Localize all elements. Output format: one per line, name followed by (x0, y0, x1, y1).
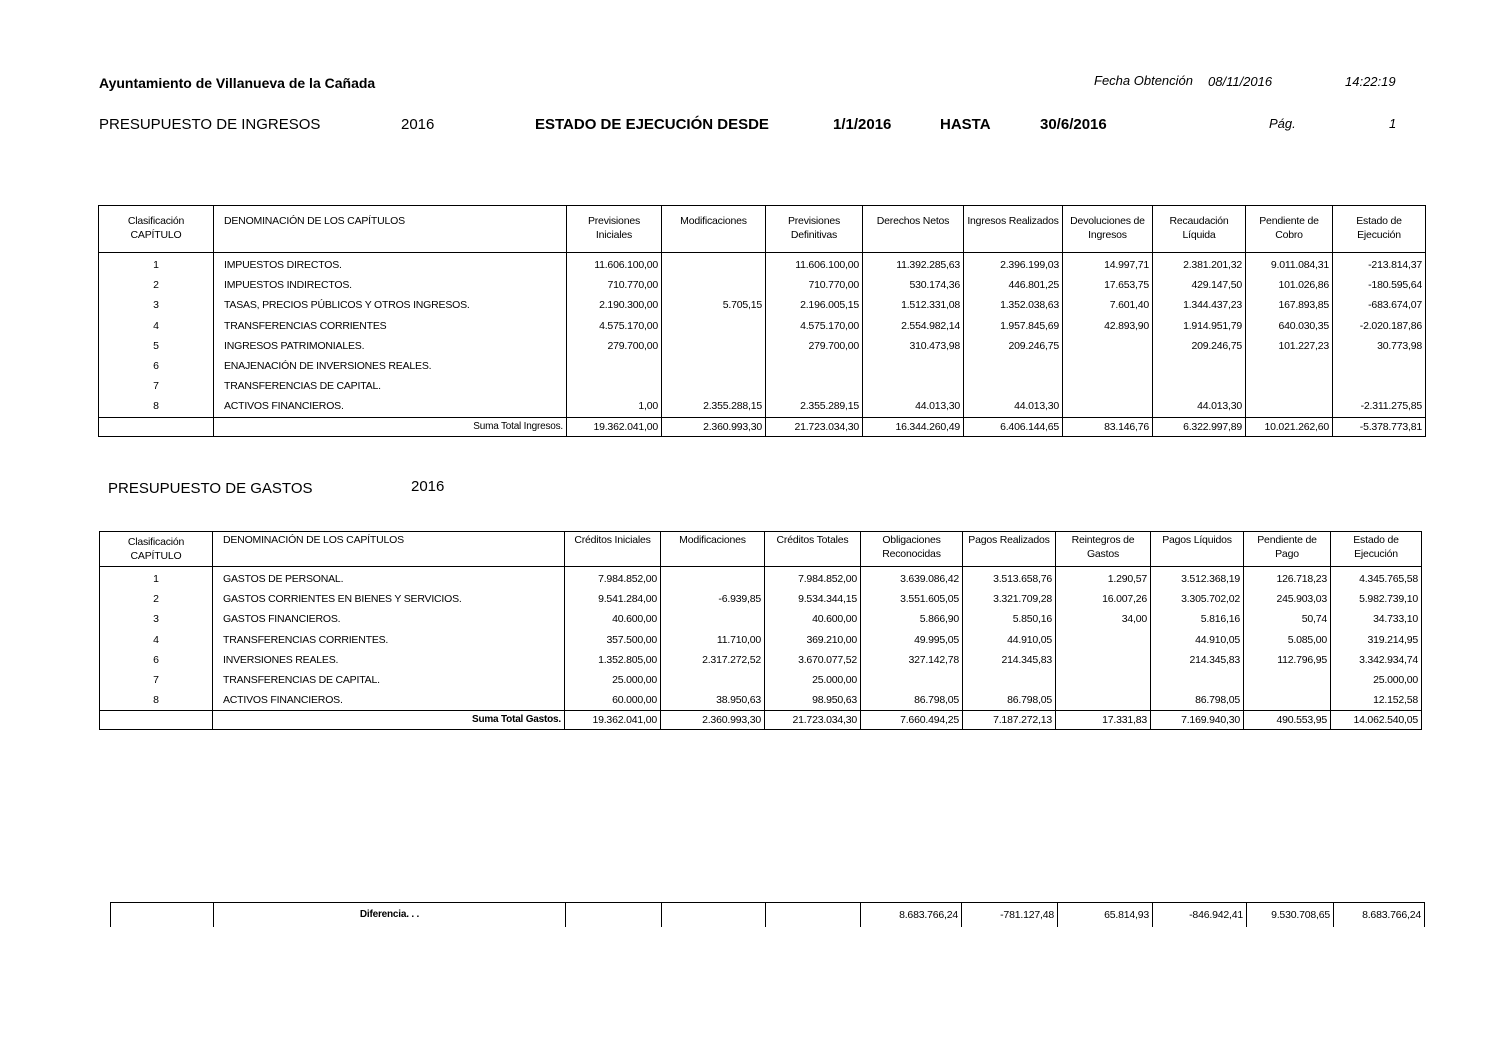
amount-cell: 3.639.086,42 (861, 567, 963, 590)
ingresos-header-row (99, 206, 1426, 253)
amount-cell: 11.606.100,00 (567, 253, 662, 276)
hasta-date: 30/6/2016 (1040, 116, 1107, 133)
fecha-label: Fecha Obtención (1094, 73, 1194, 88)
amount-cell: 101.026,86 (1246, 275, 1333, 295)
total-cell: -5.378.773,81 (1333, 417, 1426, 436)
total-cell: 16.344.260,49 (863, 417, 964, 436)
amount-cell (662, 336, 766, 356)
amount-cell: 16.007,26 (1056, 589, 1151, 609)
diferencia-row (111, 903, 1425, 928)
amount-cell: 2.196.005,15 (766, 295, 863, 315)
capitulo-cell: 2 (100, 589, 213, 609)
denominacion-cell: INVERSIONES REALES. (213, 650, 565, 670)
amount-cell (662, 376, 766, 396)
amount-cell: 11.710,00 (661, 630, 765, 650)
amount-cell: 12.152,58 (1331, 690, 1422, 711)
amount-cell: 209.246,75 (1153, 336, 1246, 356)
amount-cell: -213.814,37 (1333, 253, 1426, 276)
col-denominacion: DENOMINACIÓN DE LOS CAPÍTULOS (213, 532, 565, 567)
amount-cell: -180.595,64 (1333, 275, 1426, 295)
capitulo-cell: 6 (99, 356, 214, 376)
amount-cell: 1.290,57 (1056, 567, 1151, 590)
total-cell: 7.187.272,13 (963, 711, 1056, 730)
capitulo-cell: 1 (99, 253, 214, 276)
table-row (99, 253, 1426, 276)
total-label: Suma Total Gastos. (213, 711, 565, 730)
gastos-total-row (100, 711, 1422, 730)
col-devoluciones: Devoluciones de Ingresos (1063, 206, 1153, 253)
amount-cell: 710.770,00 (766, 275, 863, 295)
amount-cell: 279.700,00 (766, 336, 863, 356)
diff-empty-cell (111, 903, 214, 928)
diff-cell: 8.683.766,24 (1334, 903, 1425, 928)
amount-cell: 9.011.084,31 (1246, 253, 1333, 276)
amount-cell: 2.396.199,03 (964, 253, 1063, 276)
amount-cell: 209.246,75 (964, 336, 1063, 356)
amount-cell: 245.903,03 (1244, 589, 1331, 609)
table-row (99, 295, 1426, 315)
table-row (99, 336, 1426, 356)
amount-cell (1333, 376, 1426, 396)
col-clasificacion: Clasificación CAPÍTULO (99, 206, 214, 253)
diff-cell: 8.683.766,24 (861, 903, 962, 928)
fecha-value: 08/11/2016 (1208, 74, 1273, 89)
capitulo-cell: 5 (99, 336, 214, 356)
amount-cell: 369.210,00 (765, 630, 861, 650)
amount-cell: 3.513.658,76 (963, 567, 1056, 590)
amount-cell (661, 609, 765, 629)
amount-cell: 1.352.038,63 (964, 295, 1063, 315)
capitulo-cell: 6 (100, 650, 213, 670)
denominacion-cell: ACTIVOS FINANCIEROS. (213, 690, 565, 711)
total-cell: 490.553,95 (1244, 711, 1331, 730)
amount-cell (1056, 690, 1151, 711)
amount-cell: 5.816,16 (1151, 609, 1244, 629)
capitulo-cell: 8 (100, 690, 213, 711)
gastos-table (99, 531, 1422, 730)
table-row (100, 670, 1422, 690)
amount-cell (766, 356, 863, 376)
total-cell: 83.146,76 (1063, 417, 1153, 436)
total-cell: 7.660.494,25 (861, 711, 963, 730)
amount-cell (1063, 356, 1153, 376)
gastos-year: 2016 (411, 478, 445, 495)
amount-cell (861, 670, 963, 690)
amount-cell (662, 275, 766, 295)
amount-cell: 40.600,00 (765, 609, 861, 629)
amount-cell: 25.000,00 (765, 670, 861, 690)
amount-cell: 60.000,00 (565, 690, 661, 711)
organization-name: Ayuntamiento de Villanueva de la Cañada (99, 75, 376, 91)
amount-cell: 5.085,00 (1244, 630, 1331, 650)
amount-cell: 2.355.289,15 (766, 396, 863, 417)
hasta-label: HASTA (940, 116, 991, 133)
amount-cell (863, 376, 964, 396)
table-row (100, 630, 1422, 650)
table-row (100, 609, 1422, 629)
col-estado-ejecucion: Estado de Ejecución (1333, 206, 1426, 253)
amount-cell (1244, 670, 1331, 690)
amount-cell (1244, 690, 1331, 711)
col-modificaciones: Modificaciones (661, 532, 765, 567)
capitulo-cell: 8 (99, 396, 214, 417)
amount-cell: 530.174,36 (863, 275, 964, 295)
total-empty-cell (100, 711, 213, 730)
col-reintegros: Reintegros de Gastos (1056, 532, 1151, 567)
amount-cell (567, 356, 662, 376)
amount-cell: 98.950,63 (765, 690, 861, 711)
amount-cell: 5.850,16 (963, 609, 1056, 629)
capitulo-cell: 7 (99, 376, 214, 396)
total-cell: 2.360.993,30 (661, 711, 765, 730)
ingresos-year: 2016 (401, 116, 435, 133)
denominacion-cell: TRANSFERENCIAS DE CAPITAL. (213, 670, 565, 690)
amount-cell (662, 356, 766, 376)
amount-cell: 40.600,00 (565, 609, 661, 629)
amount-cell (1153, 376, 1246, 396)
amount-cell: 101.227,23 (1246, 336, 1333, 356)
capitulo-cell: 7 (100, 670, 213, 690)
col-recaudacion-liquida: Recaudación Líquida (1153, 206, 1246, 253)
total-cell: 2.360.993,30 (662, 417, 766, 436)
col-clasificacion: Clasificación CAPÍTULO (100, 532, 213, 567)
total-cell: 19.362.041,00 (567, 417, 662, 436)
amount-cell: 446.801,25 (964, 275, 1063, 295)
amount-cell: 44.013,30 (1153, 396, 1246, 417)
amount-cell: 42.893,90 (1063, 316, 1153, 336)
amount-cell (863, 356, 964, 376)
amount-cell: 25.000,00 (565, 670, 661, 690)
amount-cell: 1.512.331,08 (863, 295, 964, 315)
amount-cell: 319.214,95 (1331, 630, 1422, 650)
capitulo-cell: 3 (100, 609, 213, 629)
total-cell: 10.021.262,60 (1246, 417, 1333, 436)
amount-cell: 5.982.739,10 (1331, 589, 1422, 609)
denominacion-cell: GASTOS DE PERSONAL. (213, 567, 565, 590)
diff-cell (766, 903, 861, 928)
total-cell: 6.406.144,65 (964, 417, 1063, 436)
col-pendiente-pago: Pendiente de Pago (1244, 532, 1331, 567)
table-row (100, 589, 1422, 609)
amount-cell: 327.142,78 (861, 650, 963, 670)
table-row (99, 316, 1426, 336)
denominacion-cell: GASTOS FINANCIEROS. (213, 609, 565, 629)
amount-cell: 2.554.982,14 (863, 316, 964, 336)
table-row (99, 396, 1426, 417)
amount-cell (567, 376, 662, 396)
gastos-header-row (100, 532, 1422, 567)
amount-cell: 1.344.437,23 (1153, 295, 1246, 315)
total-cell: 6.322.997,89 (1153, 417, 1246, 436)
amount-cell: 38.950,63 (661, 690, 765, 711)
amount-cell: 49.995,05 (861, 630, 963, 650)
amount-cell: 1.914.951,79 (1153, 316, 1246, 336)
amount-cell: 1.957.845,69 (964, 316, 1063, 336)
amount-cell: 5.705,15 (662, 295, 766, 315)
amount-cell (1063, 396, 1153, 417)
amount-cell (1151, 670, 1244, 690)
amount-cell: 11.606.100,00 (766, 253, 863, 276)
amount-cell: 126.718,23 (1244, 567, 1331, 590)
amount-cell (964, 376, 1063, 396)
diff-cell: 9.530.708,65 (1247, 903, 1334, 928)
amount-cell: 86.798,05 (861, 690, 963, 711)
col-previsiones-iniciales: Previsiones Iniciales (567, 206, 662, 253)
capitulo-cell: 1 (100, 567, 213, 590)
page-label: Pág. (1269, 116, 1296, 131)
denominacion-cell: TRANSFERENCIAS DE CAPITAL. (214, 376, 567, 396)
desde-date: 1/1/2016 (833, 116, 892, 133)
amount-cell: 11.392.285,63 (863, 253, 964, 276)
amount-cell: 44.013,30 (964, 396, 1063, 417)
amount-cell (661, 567, 765, 590)
amount-cell (662, 316, 766, 336)
table-row (99, 376, 1426, 396)
amount-cell: 7.984.852,00 (765, 567, 861, 590)
amount-cell: 3.551.605,05 (861, 589, 963, 609)
denominacion-cell: ENAJENACIÓN DE INVERSIONES REALES. (214, 356, 567, 376)
col-obligaciones-reconocidas: Obligaciones Reconocidas (861, 532, 963, 567)
amount-cell: 9.534.344,15 (765, 589, 861, 609)
amount-cell: 4.575.170,00 (766, 316, 863, 336)
table-row (100, 690, 1422, 711)
amount-cell: 357.500,00 (565, 630, 661, 650)
amount-cell (963, 670, 1056, 690)
amount-cell (661, 670, 765, 690)
amount-cell: 3.321.709,28 (963, 589, 1056, 609)
amount-cell (964, 356, 1063, 376)
denominacion-cell: IMPUESTOS DIRECTOS. (214, 253, 567, 276)
col-pendiente-cobro: Pendiente de Cobro (1246, 206, 1333, 253)
amount-cell (1063, 376, 1153, 396)
ingresos-total-row (99, 417, 1426, 436)
total-cell: 21.723.034,30 (765, 711, 861, 730)
amount-cell: 214.345,83 (1151, 650, 1244, 670)
amount-cell: 44.910,05 (963, 630, 1056, 650)
amount-cell: 7.984.852,00 (565, 567, 661, 590)
total-cell: 7.169.940,30 (1151, 711, 1244, 730)
amount-cell: 9.541.284,00 (565, 589, 661, 609)
col-ingresos-realizados: Ingresos Realizados (964, 206, 1063, 253)
amount-cell: -2.311.275,85 (1333, 396, 1426, 417)
amount-cell: -2.020.187,86 (1333, 316, 1426, 336)
table-row (100, 567, 1422, 590)
total-cell: 21.723.034,30 (766, 417, 863, 436)
amount-cell: 34,00 (1056, 609, 1151, 629)
diff-cell: -846.942,41 (1153, 903, 1247, 928)
amount-cell: 310.473,98 (863, 336, 964, 356)
amount-cell (1056, 670, 1151, 690)
col-denominacion: DENOMINACIÓN DE LOS CAPÍTULOS (214, 206, 567, 253)
amount-cell: 25.000,00 (1331, 670, 1422, 690)
amount-cell (662, 253, 766, 276)
amount-cell: -6.939,85 (661, 589, 765, 609)
capitulo-cell: 2 (99, 275, 214, 295)
amount-cell: 112.796,95 (1244, 650, 1331, 670)
denominacion-cell: GASTOS CORRIENTES EN BIENES Y SERVICIOS. (213, 589, 565, 609)
amount-cell: 7.601,40 (1063, 295, 1153, 315)
capitulo-cell: 4 (100, 630, 213, 650)
amount-cell: 429.147,50 (1153, 275, 1246, 295)
amount-cell: -683.674,07 (1333, 295, 1426, 315)
diff-cell: 65.814,93 (1058, 903, 1153, 928)
col-derechos-netos: Derechos Netos (863, 206, 964, 253)
denominacion-cell: TRANSFERENCIAS CORRIENTES (214, 316, 567, 336)
amount-cell: 34.733,10 (1331, 609, 1422, 629)
amount-cell (1333, 356, 1426, 376)
amount-cell: 2.355.288,15 (662, 396, 766, 417)
diff-cell (566, 903, 662, 928)
amount-cell: 1.352.805,00 (565, 650, 661, 670)
amount-cell: 167.893,85 (1246, 295, 1333, 315)
amount-cell: 3.342.934,74 (1331, 650, 1422, 670)
amount-cell: 214.345,83 (963, 650, 1056, 670)
diff-cell (662, 903, 766, 928)
amount-cell: 30.773,98 (1333, 336, 1426, 356)
denominacion-cell: INGRESOS PATRIMONIALES. (214, 336, 567, 356)
amount-cell (1246, 376, 1333, 396)
denominacion-cell: IMPUESTOS INDIRECTOS. (214, 275, 567, 295)
amount-cell (1056, 630, 1151, 650)
amount-cell (1153, 356, 1246, 376)
col-previsiones-definitivas: Previsiones Definitivas (766, 206, 863, 253)
amount-cell: 17.653,75 (1063, 275, 1153, 295)
amount-cell (1246, 356, 1333, 376)
amount-cell: 2.190.300,00 (567, 295, 662, 315)
amount-cell: 5.866,90 (861, 609, 963, 629)
amount-cell: 2.381.201,32 (1153, 253, 1246, 276)
capitulo-cell: 3 (99, 295, 214, 315)
amount-cell: 640.030,35 (1246, 316, 1333, 336)
amount-cell (1056, 650, 1151, 670)
amount-cell: 50,74 (1244, 609, 1331, 629)
amount-cell (766, 376, 863, 396)
amount-cell: 1,00 (567, 396, 662, 417)
amount-cell (1246, 396, 1333, 417)
page-number: 1 (1389, 116, 1397, 131)
table-row (100, 650, 1422, 670)
total-label: Suma Total Ingresos. (214, 417, 567, 436)
col-creditos-totales: Créditos Totales (765, 532, 861, 567)
amount-cell: 3.305.702,02 (1151, 589, 1244, 609)
total-cell: 19.362.041,00 (565, 711, 661, 730)
diff-cell: -781.127,48 (962, 903, 1058, 928)
col-pagos-liquidos: Pagos Líquidos (1151, 532, 1244, 567)
total-cell: 14.062.540,05 (1331, 711, 1422, 730)
amount-cell: 44.910,05 (1151, 630, 1244, 650)
col-creditos-iniciales: Créditos Iniciales (565, 532, 661, 567)
denominacion-cell: TASAS, PRECIOS PÚBLICOS Y OTROS INGRESOS. (214, 295, 567, 315)
col-modificaciones: Modificaciones (662, 206, 766, 253)
hora-value: 14:22:19 (1345, 74, 1396, 89)
table-row (99, 356, 1426, 376)
denominacion-cell: ACTIVOS FINANCIEROS. (214, 396, 567, 417)
estado-label: ESTADO DE EJECUCIÓN DESDE (535, 116, 769, 133)
amount-cell: 14.997,71 (1063, 253, 1153, 276)
denominacion-cell: TRANSFERENCIAS CORRIENTES. (213, 630, 565, 650)
amount-cell: 2.317.272,52 (661, 650, 765, 670)
amount-cell: 86.798,05 (1151, 690, 1244, 711)
amount-cell: 4.345.765,58 (1331, 567, 1422, 590)
amount-cell: 3.512.368,19 (1151, 567, 1244, 590)
col-pagos-realizados: Pagos Realizados (963, 532, 1056, 567)
amount-cell: 44.013,30 (863, 396, 964, 417)
diferencia-label: Diferencia. . . (214, 903, 566, 928)
ingresos-table (98, 205, 1426, 437)
amount-cell: 279.700,00 (567, 336, 662, 356)
amount-cell: 710.770,00 (567, 275, 662, 295)
amount-cell (1063, 336, 1153, 356)
amount-cell: 4.575.170,00 (567, 316, 662, 336)
total-cell: 17.331,83 (1056, 711, 1151, 730)
gastos-title: PRESUPUESTO DE GASTOS (108, 480, 313, 497)
col-estado-ejecucion: Estado de Ejecución (1331, 532, 1422, 567)
capitulo-cell: 4 (99, 316, 214, 336)
diferencia-table (110, 902, 1425, 927)
total-empty-cell (99, 417, 214, 436)
amount-cell: 3.670.077,52 (765, 650, 861, 670)
amount-cell: 86.798,05 (963, 690, 1056, 711)
ingresos-title: PRESUPUESTO DE INGRESOS (99, 116, 321, 133)
table-row (99, 275, 1426, 295)
